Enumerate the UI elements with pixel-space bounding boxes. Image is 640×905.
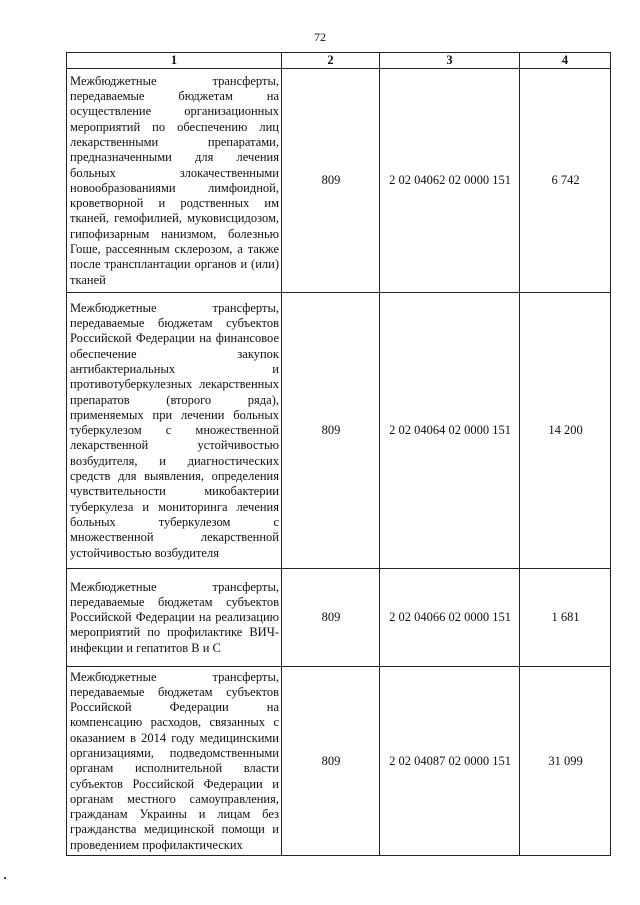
row-admin-code: 809 [282, 293, 380, 569]
column-header-2: 2 [282, 53, 380, 69]
row-budget-code: 2 02 04066 02 0000 151 [380, 569, 520, 667]
row-admin-code: 809 [282, 667, 380, 856]
budget-revenue-table [66, 52, 611, 856]
row-amount: 1 681 [520, 569, 611, 667]
row-admin-code: 809 [282, 69, 380, 293]
column-header-3: 3 [380, 53, 520, 69]
row-amount: 31 099 [520, 667, 611, 856]
table-row [67, 293, 611, 569]
row-description: Межбюджетные трансферты, передаваемые бюджетам на осуществление организационных мероприятий по обеспечению лиц лекарственными препаратами, предназначенными для лечения больных злокачественными новообразованиями лимфоидной, кроветворной и родственных им тканей, гемофилией, муковисцидозом, гипофизарным нанизмом, болезнью Гоше, рассеянным склерозом, а также после трансплантации органов и (или) тканей [67, 69, 282, 293]
row-budget-code: 2 02 04087 02 0000 151 [380, 667, 520, 856]
column-header-4: 4 [520, 53, 611, 69]
table-row [67, 667, 611, 856]
row-description: Межбюджетные трансферты, передаваемые бюджетам субъектов Российской Федерации на финансовое обеспечение закупок антибактериальных и противотуберкулезных лекарственных препаратов (второго ряда), применяемых при лечении больных туберкулезом с множественной лекарственной устойчивостью возбудителя, и диагностических средств для выявления, определения чувствительности микобактерии туберкулеза и мониторинга лечения больных туберкулезом с множественной лекарственной устойчивостью возбудителя [67, 293, 282, 569]
row-description: Межбюджетные трансферты, передаваемые бюджетам субъектов Российской Федерации на компенсацию расходов, связанных с оказанием в 2014 году медицинскими организациями, подведомственными органам исполнительной власти субъектов Российской Федерации и органам местного самоуправления, гражданам Украины и лицам без гражданства медицинской помощи и проведением профилактических [67, 667, 282, 856]
row-amount: 14 200 [520, 293, 611, 569]
scan-margin-mark [4, 877, 6, 879]
column-header-1: 1 [67, 53, 282, 69]
table-header-row [67, 53, 611, 69]
page-number: 72 [314, 30, 326, 44]
table-row [67, 69, 611, 293]
row-budget-code: 2 02 04062 02 0000 151 [380, 69, 520, 293]
row-description: Межбюджетные трансферты, передаваемые бюджетам субъектов Российской Федерации на реализацию мероприятий по профилактике ВИЧ-инфекции и гепатитов В и С [67, 569, 282, 667]
table-row [67, 569, 611, 667]
row-admin-code: 809 [282, 569, 380, 667]
row-amount: 6 742 [520, 69, 611, 293]
row-budget-code: 2 02 04064 02 0000 151 [380, 293, 520, 569]
